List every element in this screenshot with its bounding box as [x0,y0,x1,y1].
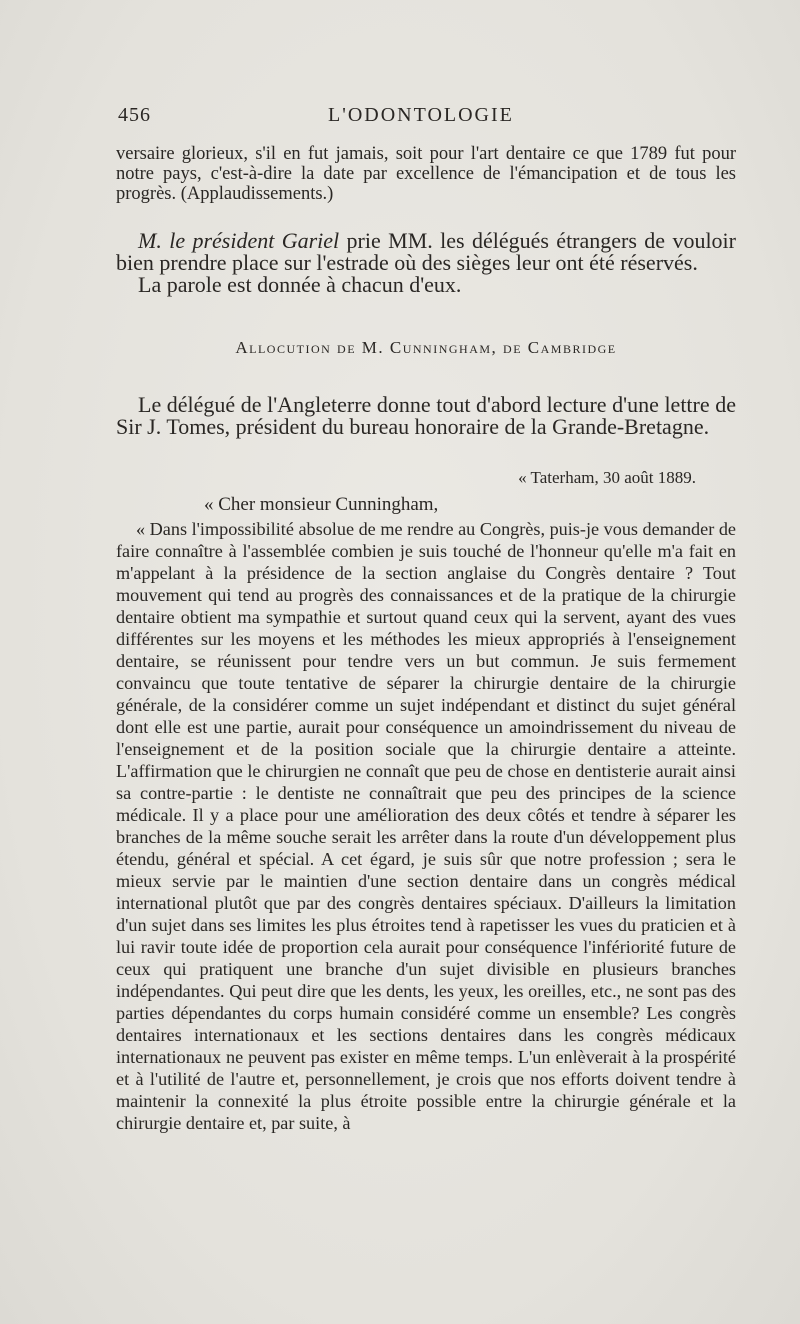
speaker-name: M. le président Gariel [138,228,340,253]
paragraph-floor-given: La parole est donnée à chacun d'eux. [138,272,462,297]
running-title: L'ODONTOLOGIE [328,104,514,126]
page-header [118,104,736,128]
letter-body: « Dans l'impossibilité absolue de me rendre au Congrès, puis-je vous demander de faire connaître à l'assemblée combien je suis touché de l'honneur qu'elle m'a fait en m'appelant à la présidence de la section anglaise du Congrès dentaire ? Tout mouvement qui tend au progrès des connaissances et de la pratique de la chirurgie dentaire obtient ma sympathie et surtout quand ceux qui la servent, ayant des vues différentes sur les moyens et les méthodes les mieux appropriés à l'enseignement dentaire, se réunissent pour tendre vers un but commun. Je suis fermement convaincu que toute tentative de séparer la chirurgie dentaire de la chirurgie générale, de la considérer comme un sujet indépendant et distinct du sujet général dont elle est une partie, aurait pour conséquence un amoindrissement du niveau de l'enseignement et de la position sociale que la chirurgie dentaire a atteinte. L'affirmation que le chirurgien ne connaît que peu de chose en dentisterie aurait ainsi sa contre-partie : le dentiste ne connaîtrait que peu des principes de la science médicale. Il y a place pour une amélioration des deux côtés et tendre à séparer les branches de la même souche serait les arrêter dans la route d'un développement plus étendu, général et spécial. A cet égard, je suis sûr que notre profession ; sera le mieux servie par le maintien d'une section dentaire dans un congrès médical international plutôt que par des congrès dentaires spéciaux. D'ailleurs la limitation d'un sujet dans ses limites les plus étroites tend à rapetisser les vues du praticien et à lui ravir toute idée de proportion cela aurait pour conséquence l'infériorité future de ceux qui pratiquent une branche d'un sujet divisible en plusieurs branches indépendantes. Qui peut dire que les dents, les yeux, les oreilles, etc., ne sont pas des parties dépendantes du corps humain considéré comme un ensemble? Les congrès dentaires internationaux et les sections dentaires dans les congrès médicaux internationaux ne peuvent pas exister en même temps. L'un enlèverait à la prospérité et à l'utilité de l'autre et, personnellement, je crois que nos efforts doivent tendre à maintenir la connexité la plus étroite possible entre la chirurgie générale et la chirurgie dentaire et, par suite, à [116,519,736,1133]
page-body [116,144,736,1134]
paragraph-president [116,230,736,274]
paragraph-gap [116,204,736,230]
section-heading: Allocution de M. Cunningham, de Cambridge [235,338,617,357]
letter-date-line: « Taterham, 30 août 1889. [518,468,696,487]
president-text: prie MM. les délégués étrangers de vouloir bien prendre place sur l'estrade où des sièges leur ont été réservés. [116,228,736,275]
page-number: 456 [118,104,151,126]
paragraph-continuation: versaire glorieux, s'il en fut jamais, soit pour l'art dentaire ce que 1789 fut pour notre pays, c'est-à-dire la date par excellence de l'émancipation et de tous les progrès. (Applaudissements.) [116,144,736,204]
paragraph-intro: Le délégué de l'Angleterre donne tout d'abord lecture d'une lettre de Sir J. Tomes, président du bureau honoraire de la Grande-Bretagne. [116,392,736,439]
letter-salutation: « Cher monsieur Cunningham, [204,494,439,515]
